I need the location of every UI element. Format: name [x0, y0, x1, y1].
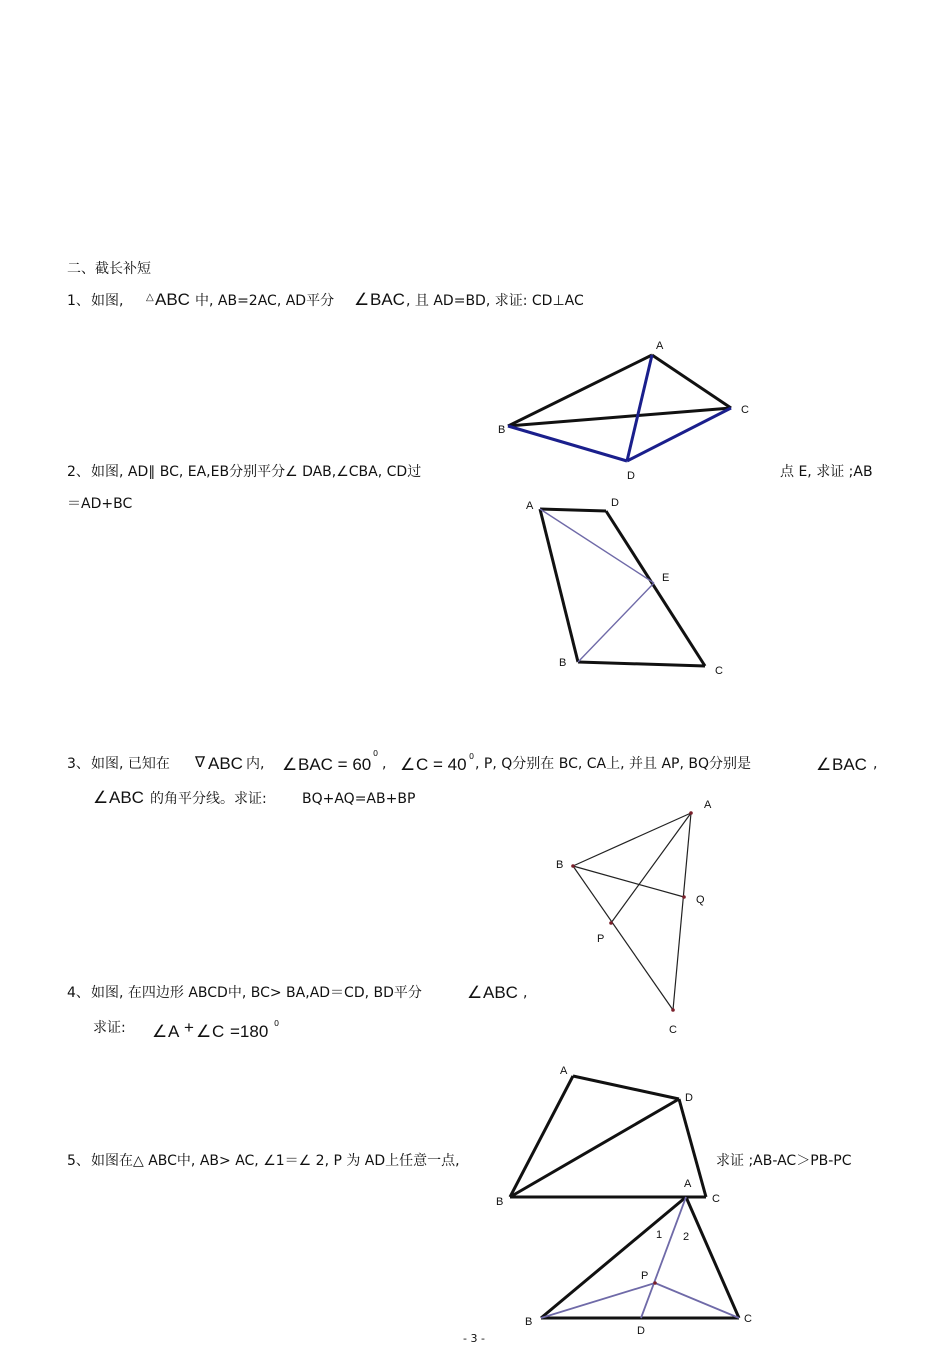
section-title: 二、截长补短 [67, 261, 151, 277]
point-label-b: B [556, 859, 564, 871]
point-label-e: E [662, 572, 670, 584]
point-label-c: C [741, 404, 749, 416]
angle-symbol: ∠ [152, 1022, 168, 1041]
math-angle-name: ABC [109, 788, 144, 807]
point-label-a: A [684, 1178, 692, 1190]
problem-text: , P, Q分别在 BC, CA上, 并且 AP, BQ分别是 [475, 756, 751, 772]
angle-symbol: ∠ [282, 755, 298, 774]
segment-ad [573, 1076, 679, 1099]
point-label-c: C [712, 1193, 720, 1205]
problem-text: 如图, [91, 293, 124, 309]
math-angle-name: BAC [370, 290, 405, 309]
angle-symbol: ∠ [816, 755, 832, 774]
problem-text-right: 点 E, 求证 ;AB [780, 464, 873, 480]
point-label-c: C [669, 1024, 677, 1036]
segment-be [578, 583, 654, 662]
problem-text: 内, [246, 756, 265, 772]
figure-3 [556, 799, 712, 1036]
segment-bc [573, 866, 673, 1010]
segment-ad [627, 355, 652, 461]
degree-sup: 0 [274, 1019, 280, 1028]
point-label-a: A [656, 340, 664, 352]
point-label-a: A [526, 500, 534, 512]
angle-symbol: ∠ [467, 983, 483, 1002]
segment-bd [508, 426, 627, 461]
point-label-b: B [498, 424, 506, 436]
point-b [571, 864, 575, 868]
point-label-c: C [715, 665, 723, 677]
segment-bq [573, 866, 684, 897]
triangle-symbol: △ [146, 292, 154, 303]
problem-text: 如图, 已知在 [91, 756, 170, 772]
point-p [609, 921, 613, 925]
problem-text: , 且 AD=BD, 求证: CD⊥AC [406, 293, 584, 309]
problem-text: 如图, AD∥ BC, EA,EB分别平分∠ DAB,∠CBA, CD过 [91, 464, 422, 480]
comma: , [382, 756, 387, 772]
problem-claim: BQ+AQ=AB+BP [302, 791, 416, 807]
math-term: A [168, 1022, 180, 1041]
math-plus: + [184, 1018, 194, 1037]
point-label-d: D [627, 470, 635, 482]
segment-ab [540, 509, 578, 662]
segment-ac [673, 813, 691, 1010]
point-label-a: A [560, 1065, 568, 1077]
point-label-c: C [744, 1313, 752, 1325]
triangle-symbol: ∇ [195, 754, 206, 771]
problem-text-right: 求证 ;AB-AC＞PB-PC [716, 1153, 852, 1169]
segment-bc [578, 662, 705, 666]
prove-label: 求证: [93, 1020, 126, 1036]
angle-symbol: ∠ [400, 755, 416, 774]
math-triangle-name: ABC [208, 754, 243, 773]
degree-sup: 0 [469, 752, 475, 761]
segment-dc [606, 511, 705, 666]
problem-number: 5、 [67, 1153, 90, 1169]
segment-ad [540, 509, 606, 511]
point-a [689, 811, 693, 815]
math-equation: BAC = 60 [298, 755, 372, 774]
segment-ab [573, 813, 691, 866]
point-label-p: P [641, 1270, 649, 1282]
degree-sup: 0 [373, 749, 379, 758]
point-label-q: Q [696, 894, 705, 906]
point-c [671, 1008, 675, 1012]
problem-number: 4、 [67, 985, 90, 1001]
point-label-d: D [611, 497, 619, 509]
point-p [653, 1281, 657, 1285]
problem-text: 的角平分线。求证: [150, 791, 267, 807]
problem-text: 如图, 在四边形 ABCD中, BC> BA,AD＝CD, BD平分 [91, 985, 422, 1001]
comma: , [523, 985, 528, 1001]
segment-ap [611, 813, 691, 923]
figure-2 [526, 497, 723, 677]
point-label-p: P [597, 933, 605, 945]
problem-text: 如图在△ ABC中, AB> AC, ∠1＝∠ 2, P 为 AD上任意一点, [91, 1153, 460, 1169]
problem-text-continued: ＝AD+BC [67, 496, 133, 512]
point-q [682, 895, 686, 899]
math-equation: =180 [230, 1022, 269, 1041]
problem-number: 2、 [67, 464, 90, 480]
segment-ac [652, 355, 731, 408]
figure-1 [498, 340, 749, 482]
point-label-b: B [525, 1316, 533, 1328]
angle-label-1: 1 [656, 1229, 663, 1241]
problem-number: 3、 [67, 756, 90, 772]
page-number: - 3 - [463, 1332, 485, 1345]
problem-text: 中, AB=2AC, AD平分 [195, 293, 335, 309]
math-triangle-name: ABC [155, 290, 190, 309]
problem-number: 1、 [67, 293, 90, 309]
point-label-b: B [496, 1196, 504, 1208]
angle-symbol: ∠ [196, 1022, 212, 1041]
point-label-b: B [559, 657, 567, 669]
point-label-d: D [637, 1325, 645, 1337]
comma: , [873, 756, 878, 772]
angle-symbol: ∠ [354, 290, 370, 309]
segment-bp [541, 1283, 655, 1318]
math-angle-name: ABC [483, 983, 518, 1002]
angle-symbol: ∠ [93, 788, 109, 807]
point-label-a: A [704, 799, 712, 811]
math-equation: C = 40 [416, 755, 467, 774]
math-angle-name: BAC [832, 755, 867, 774]
angle-label-2: 2 [683, 1231, 690, 1243]
point-label-d: D [685, 1092, 693, 1104]
math-term: C [212, 1022, 225, 1041]
